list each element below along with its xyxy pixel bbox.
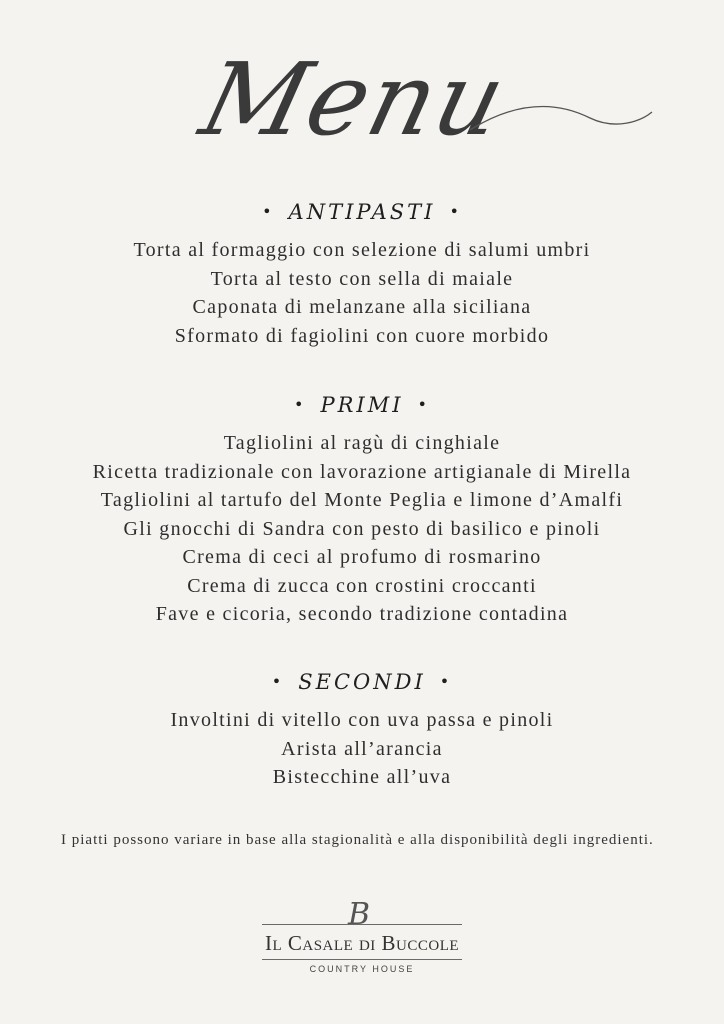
list-item: Caponata di melanzane alla siciliana [192, 296, 532, 318]
list-item: Sformato di fagiolini con cuore morbido [174, 324, 550, 347]
section-title-antipasti [0, 200, 724, 224]
title-swash-decoration [470, 100, 655, 140]
primi-list [0, 429, 724, 629]
logo-subtitle: COUNTRY HOUSE [309, 964, 415, 974]
list-item: Involtini di vitello con uva passa e pinoli [170, 709, 554, 731]
list-item: Fave e cicoria, secondo tradizione contadina [155, 603, 569, 625]
section-title-text: PRIMI [320, 393, 404, 417]
menu-title: Menu [190, 41, 519, 158]
list-item: Crema di zucca con crostini croccanti [187, 574, 537, 597]
bullet-left: • [294, 395, 307, 414]
menu-title-block [0, 40, 724, 170]
list-item: Crema di ceci al profumo di rosmarino [182, 546, 542, 568]
section-title-text: SECONDI [298, 670, 426, 694]
availability-note: I piatti possono variare in base alla stagionalità e alla disponibilità degli ingredienti. [61, 832, 654, 848]
list-item: Torta al testo con sella di maiale [210, 267, 514, 290]
bullet-left: • [262, 202, 275, 221]
antipasti-list [0, 236, 724, 350]
casale-logo [262, 898, 462, 978]
list-item: Tagliolini al ragù di cinghiale [223, 432, 501, 454]
bullet-right: • [417, 395, 430, 414]
logo-monogram: B [348, 897, 371, 932]
section-title-primi [0, 393, 724, 417]
logo-name: Il Casale di Buccole [264, 931, 460, 955]
list-item: Bistecchine all’uva [272, 766, 452, 788]
list-item: Gli gnocchi di Sandra con pesto di basilico e pinoli [123, 517, 601, 540]
section-title-secondi [0, 670, 724, 694]
logo-divider-bottom [262, 959, 462, 960]
list-item: Tagliolini al tartufo del Monte Peglia e limone d’Amalfi [100, 489, 624, 511]
secondi-list [0, 706, 724, 792]
list-item: Arista all’arancia [281, 737, 443, 760]
bullet-right: • [449, 202, 462, 221]
section-title-text: ANTIPASTI [288, 200, 436, 224]
bullet-right: • [439, 672, 453, 691]
bullet-left: • [271, 672, 285, 691]
list-item: Torta al formaggio con selezione di salumi umbri [133, 239, 591, 261]
list-item: Ricetta tradizionale con lavorazione artigianale di Mirella [92, 460, 632, 483]
